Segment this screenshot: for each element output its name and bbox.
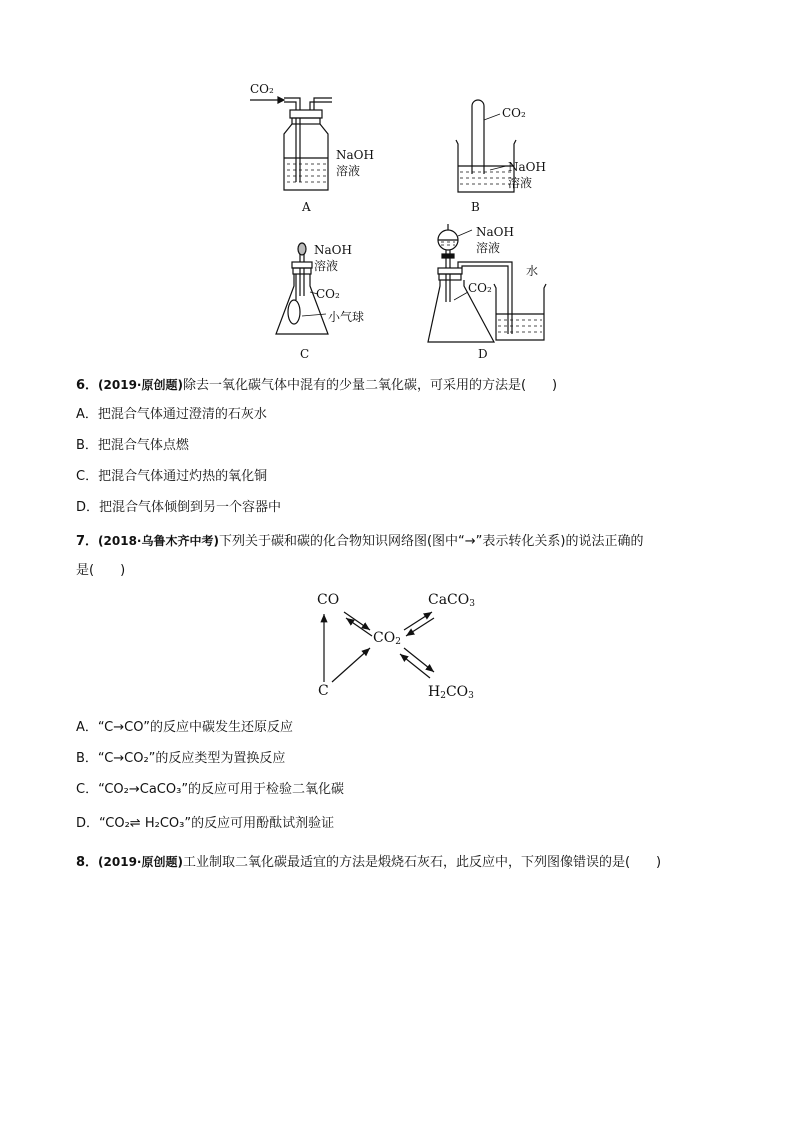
apparatus-b-reagent-2: 溶液: [508, 176, 533, 190]
diagram-co2: [373, 630, 401, 647]
question-8-text: 工业制取二氧化碳最适宜的方法是煅烧石灰石，此反应中，下列图像错误的是( ): [182, 855, 662, 870]
question-8: [76, 853, 661, 872]
q6-option-c: C．把混合气体通过灼热的氧化铜: [76, 469, 268, 484]
apparatus-d-reagent-2: 溶液: [476, 241, 501, 255]
apparatus-c-reagent-2: 溶液: [314, 259, 339, 273]
apparatus-b-letter: B: [471, 200, 480, 214]
diagram-h2co3-h-sub: 2: [440, 691, 446, 701]
question-7: [76, 532, 644, 551]
question-7-source: (2018·乌鲁木齐中考): [98, 534, 219, 548]
question-7-text-2: 是( ): [76, 563, 126, 578]
diagram-co2-sub: 2: [395, 637, 401, 647]
apparatus-d-gas: CO₂: [468, 281, 492, 295]
question-7-number: 7．: [76, 534, 99, 549]
apparatus-b-drawing: [450, 96, 550, 196]
diagram-h2co3-co-sub: 3: [468, 691, 474, 701]
apparatus-d-letter: D: [478, 347, 488, 361]
question-6: [76, 376, 557, 395]
q7-option-d: D．“CO₂⇌ H₂CO₃”的反应可用酚酞试剂验证: [76, 816, 335, 831]
apparatus-d-reagent-1: NaOH: [476, 225, 514, 239]
apparatus-a-reagent-1: NaOH: [336, 148, 374, 162]
apparatus-c-balloon: 小气球: [328, 310, 365, 324]
apparatus-c-reagent-1: NaOH: [314, 243, 352, 257]
question-6-text: 除去一氧化碳气体中混有的少量二氧化碳，可采用的方法是( ): [182, 378, 558, 393]
diagram-h2co3-h: H: [428, 684, 441, 700]
apparatus-a-reagent-2: 溶液: [336, 164, 361, 178]
q6-option-a: A．把混合气体通过澄清的石灰水: [76, 407, 267, 422]
diagram-co-text: CO: [317, 592, 340, 608]
diagram-co2-main: CO: [373, 630, 396, 646]
q6-option-b: B．把混合气体点燃: [76, 438, 189, 453]
apparatus-b-gas: CO₂: [502, 106, 526, 120]
question-8-source: (2019·原创题): [98, 855, 183, 869]
diagram-h2co3: [428, 684, 474, 701]
apparatus-c-gas: CO₂: [316, 287, 340, 301]
question-6-source: (2019·原创题): [98, 378, 183, 392]
diagram-caco3: [428, 592, 475, 609]
apparatus-d-water: 水: [526, 264, 539, 278]
question-8-number: 8．: [76, 855, 99, 870]
diagram-c: [318, 683, 329, 699]
apparatus-c-letter: C: [300, 347, 310, 361]
diagram-caco3-main: CaCO: [428, 592, 470, 608]
q7-option-c: C．“CO₂→CaCO₃”的反应可用于检验二氧化碳: [76, 782, 345, 797]
diagram-caco3-sub: 3: [469, 599, 475, 609]
diagram-c-text: C: [318, 683, 329, 699]
diagram-co: [317, 592, 339, 608]
question-6-number: 6．: [76, 378, 99, 393]
question-7-text-1: 下列关于碳和碳的化合物知识网络图(图中“→”表示转化关系)的说法正确的: [218, 534, 644, 549]
apparatus-a-drawing: [240, 78, 360, 198]
q7-option-b: B．“C→CO₂”的反应类型为置换反应: [76, 751, 286, 766]
apparatus-a-gas: CO₂: [250, 82, 274, 96]
apparatus-a-letter: A: [302, 200, 311, 214]
diagram-h2co3-co: CO: [445, 684, 469, 700]
q7-option-a: A．“C→CO”的反应中碳发生还原反应: [76, 720, 293, 735]
apparatus-b-reagent-1: NaOH: [508, 160, 546, 174]
q6-option-d: D．把混合气体倾倒到另一个容器中: [76, 500, 282, 515]
